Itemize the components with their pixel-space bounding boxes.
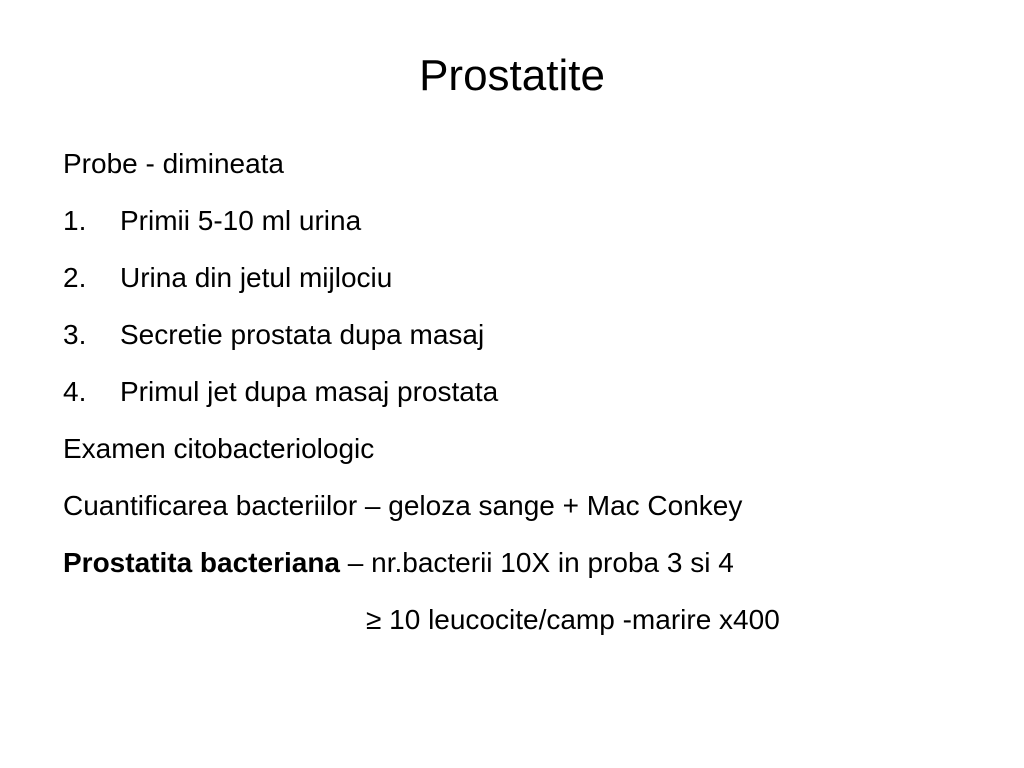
list-item-text: Urina din jetul mijlociu — [120, 262, 393, 293]
bacterial-prostatitis-line — [63, 534, 963, 591]
list-item-number: 4. — [63, 376, 87, 407]
list-item-text: Primul jet dupa masaj prostata — [120, 376, 499, 407]
list-item-number: 1. — [63, 205, 87, 236]
list-item-text: Primii 5-10 ml urina — [120, 205, 362, 236]
exam-line: Examen citobacteriologic — [63, 433, 375, 464]
slide-body — [63, 135, 963, 648]
list-item — [63, 249, 963, 306]
list-item-number: 3. — [63, 319, 87, 350]
bacterial-prostatitis-label: Prostatita bacteriana — [63, 547, 340, 578]
list-item-number: 2. — [63, 262, 87, 293]
quantification-line: Cuantificarea bacteriilor – geloza sange + Mac Conkey — [63, 490, 743, 521]
list-item — [63, 192, 963, 249]
slide-title: Prostatite — [419, 51, 605, 100]
list-item — [63, 306, 963, 363]
intro-line: Probe - dimineata — [63, 148, 285, 179]
bacterial-prostatitis-text: – nr.bacterii 10X in proba 3 si 4 — [340, 547, 734, 578]
leucocytes-line: ≥ 10 leucocite/camp -marire x400 — [366, 604, 780, 635]
list-item-text: Secretie prostata dupa masaj — [120, 319, 485, 350]
list-item — [63, 363, 963, 420]
